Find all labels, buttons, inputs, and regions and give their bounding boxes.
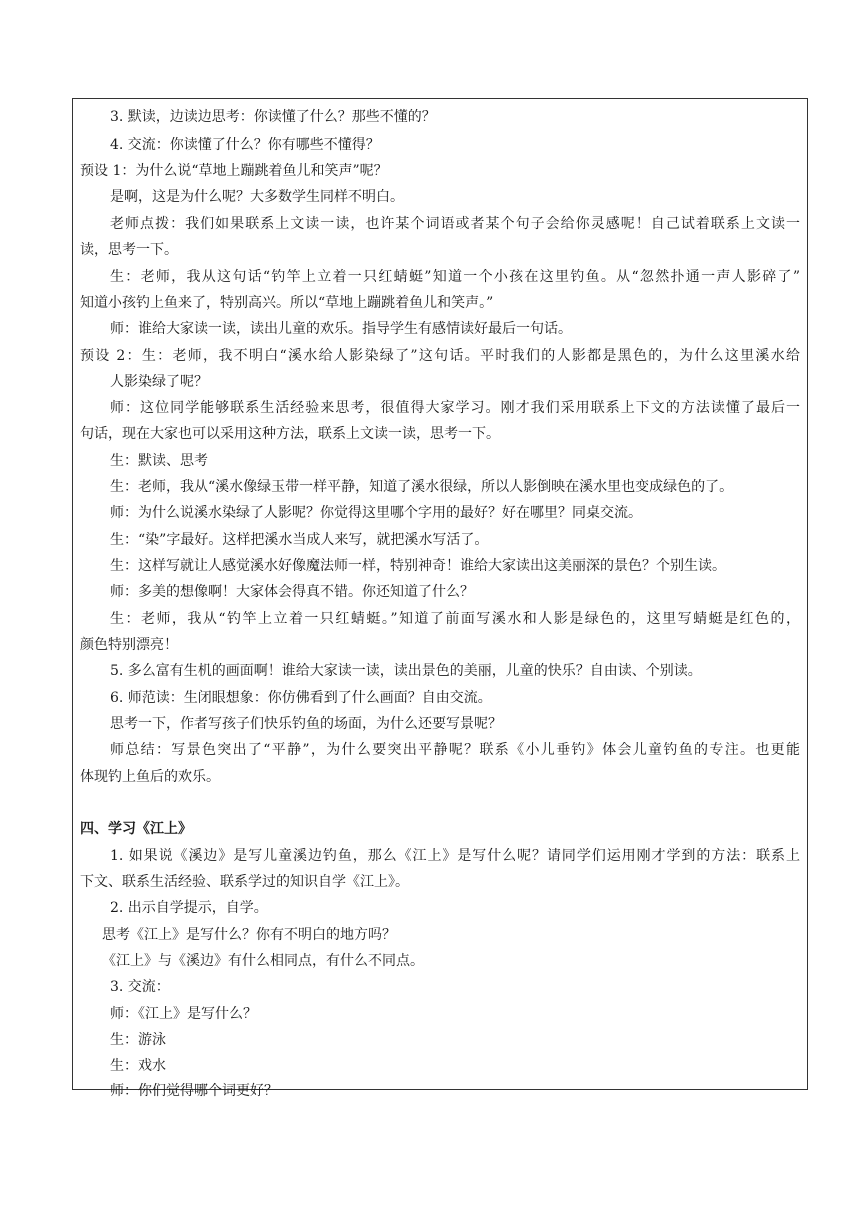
text-line: 师：为什么说溪水染绿了人影呢？你觉得这里哪个字用的最好？好在哪里？同桌交流。 xyxy=(110,505,642,521)
text-line: 《江上》与《溪边》有什么相同点，有什么不同点。 xyxy=(102,953,424,969)
text-line: 知道小孩钓上鱼来了，特别高兴。所以“草地上蹦跳着鱼儿和笑声。” xyxy=(80,295,494,311)
text-line: 生：老师，我从这句话“钓竿上立着一只红蜻蜓”知道一个小孩在这里钓鱼。从“忽然扑通一声人影碎了” xyxy=(110,269,800,285)
text-line: 师：《江上》是写什么？ xyxy=(110,1006,257,1022)
text-line: 是啊，这是为什么呢？大多数学生同样不明白。 xyxy=(110,189,404,205)
text-line: 生：戏水 xyxy=(110,1058,166,1074)
text-line: 体现钓上鱼后的欢乐。 xyxy=(80,769,220,785)
text-line: 思考《江上》是写什么？你有不明白的地方吗？ xyxy=(102,927,396,943)
text-line: 师：多美的想像啊！大家体会得真不错。你还知道了什么？ xyxy=(110,584,474,600)
text-line: 生：老师，我从“钓竿上立着一只红蜻蜓。”知道了前面写溪水和人影是绿色的，这里写蜻蜓是红色的， xyxy=(110,611,800,627)
lesson-table-cell xyxy=(72,98,808,1099)
text-line: 预设 1：为什么说“草地上蹦跳着鱼儿和笑声”呢？ xyxy=(80,163,388,179)
text-line: 生：“染”字最好。这样把溪水当成人来写，就把溪水写活了。 xyxy=(110,532,489,548)
text-line: 颜色特别漂亮！ xyxy=(80,637,178,653)
text-line: 师：谁给大家读一读，读出儿童的欢乐。指导学生有感情读好最后一句话。 xyxy=(110,321,572,337)
text-line: 思考一下，作者写孩子们快乐钓鱼的场面，为什么还要写景呢？ xyxy=(110,716,502,732)
section-heading: 四、学习《江上》 xyxy=(80,821,192,837)
text-line: 读，思考一下。 xyxy=(80,242,178,258)
text-line: 生：默读、思考 xyxy=(110,453,208,469)
text-line: 师：这位同学能够联系生活经验来思考，很值得大家学习。刚才我们采用联系上下文的方法读懂了最后一 xyxy=(110,400,800,416)
text-line: 人影染绿了呢？ xyxy=(110,374,208,390)
text-line: 生：老师，我从“溪水像绿玉带一样平静，知道了溪水很绿，所以人影倒映在溪水里也变成绿色的了。 xyxy=(110,479,734,495)
text-line: 1. 如果说《溪边》是写儿童溪边钓鱼，那么《江上》是写什么呢？请同学们运用刚才学到的方法：联系上 xyxy=(110,848,800,864)
text-line: 下文、联系生活经验、联系学过的知识自学《江上》。 xyxy=(80,874,409,890)
text-line: 预设 2：生：老师，我不明白“溪水给人影染绿了”这句话。平时我们的人影都是黑色的，为什么这里溪水给 xyxy=(80,348,800,364)
text-line: 3. 默读，边读边思考：你读懂了什么？那些不懂的？ xyxy=(110,109,436,125)
text-line: 6. 师范读：生闭眼想象：你仿佛看到了什么画面？自由交流。 xyxy=(110,690,492,706)
text-line: 老师点拨：我们如果联系上文读一读，也许某个词语或者某个句子会给你灵感呢！自己试着联系上文读一 xyxy=(110,216,800,232)
text-line: 师总结：写景色突出了“平静”，为什么要突出平静呢？联系《小儿垂钓》体会儿童钓鱼的专注。也更能 xyxy=(110,742,800,758)
text-line: 5. 多么富有生机的画面啊！谁给大家读一读，读出景色的美丽，儿童的快乐？自由读、个别读。 xyxy=(110,663,702,679)
text-line: 4. 交流：你读懂了什么？你有哪些不懂得？ xyxy=(110,137,380,153)
text-line: 师：你们觉得哪个词更好？ xyxy=(110,1083,278,1099)
text-line: 生：这样写就让人感觉溪水好像魔法师一样，特别神奇！谁给大家读出这美丽深的景色？个别生读。 xyxy=(110,558,726,574)
text-line: 生：游泳 xyxy=(110,1032,166,1048)
text-line: 2. 出示自学提示，自学。 xyxy=(110,900,268,916)
text-line: 句话，现在大家也可以采用这种方法，联系上文读一读，思考一下。 xyxy=(80,426,500,442)
text-line: 3. 交流： xyxy=(110,979,170,995)
